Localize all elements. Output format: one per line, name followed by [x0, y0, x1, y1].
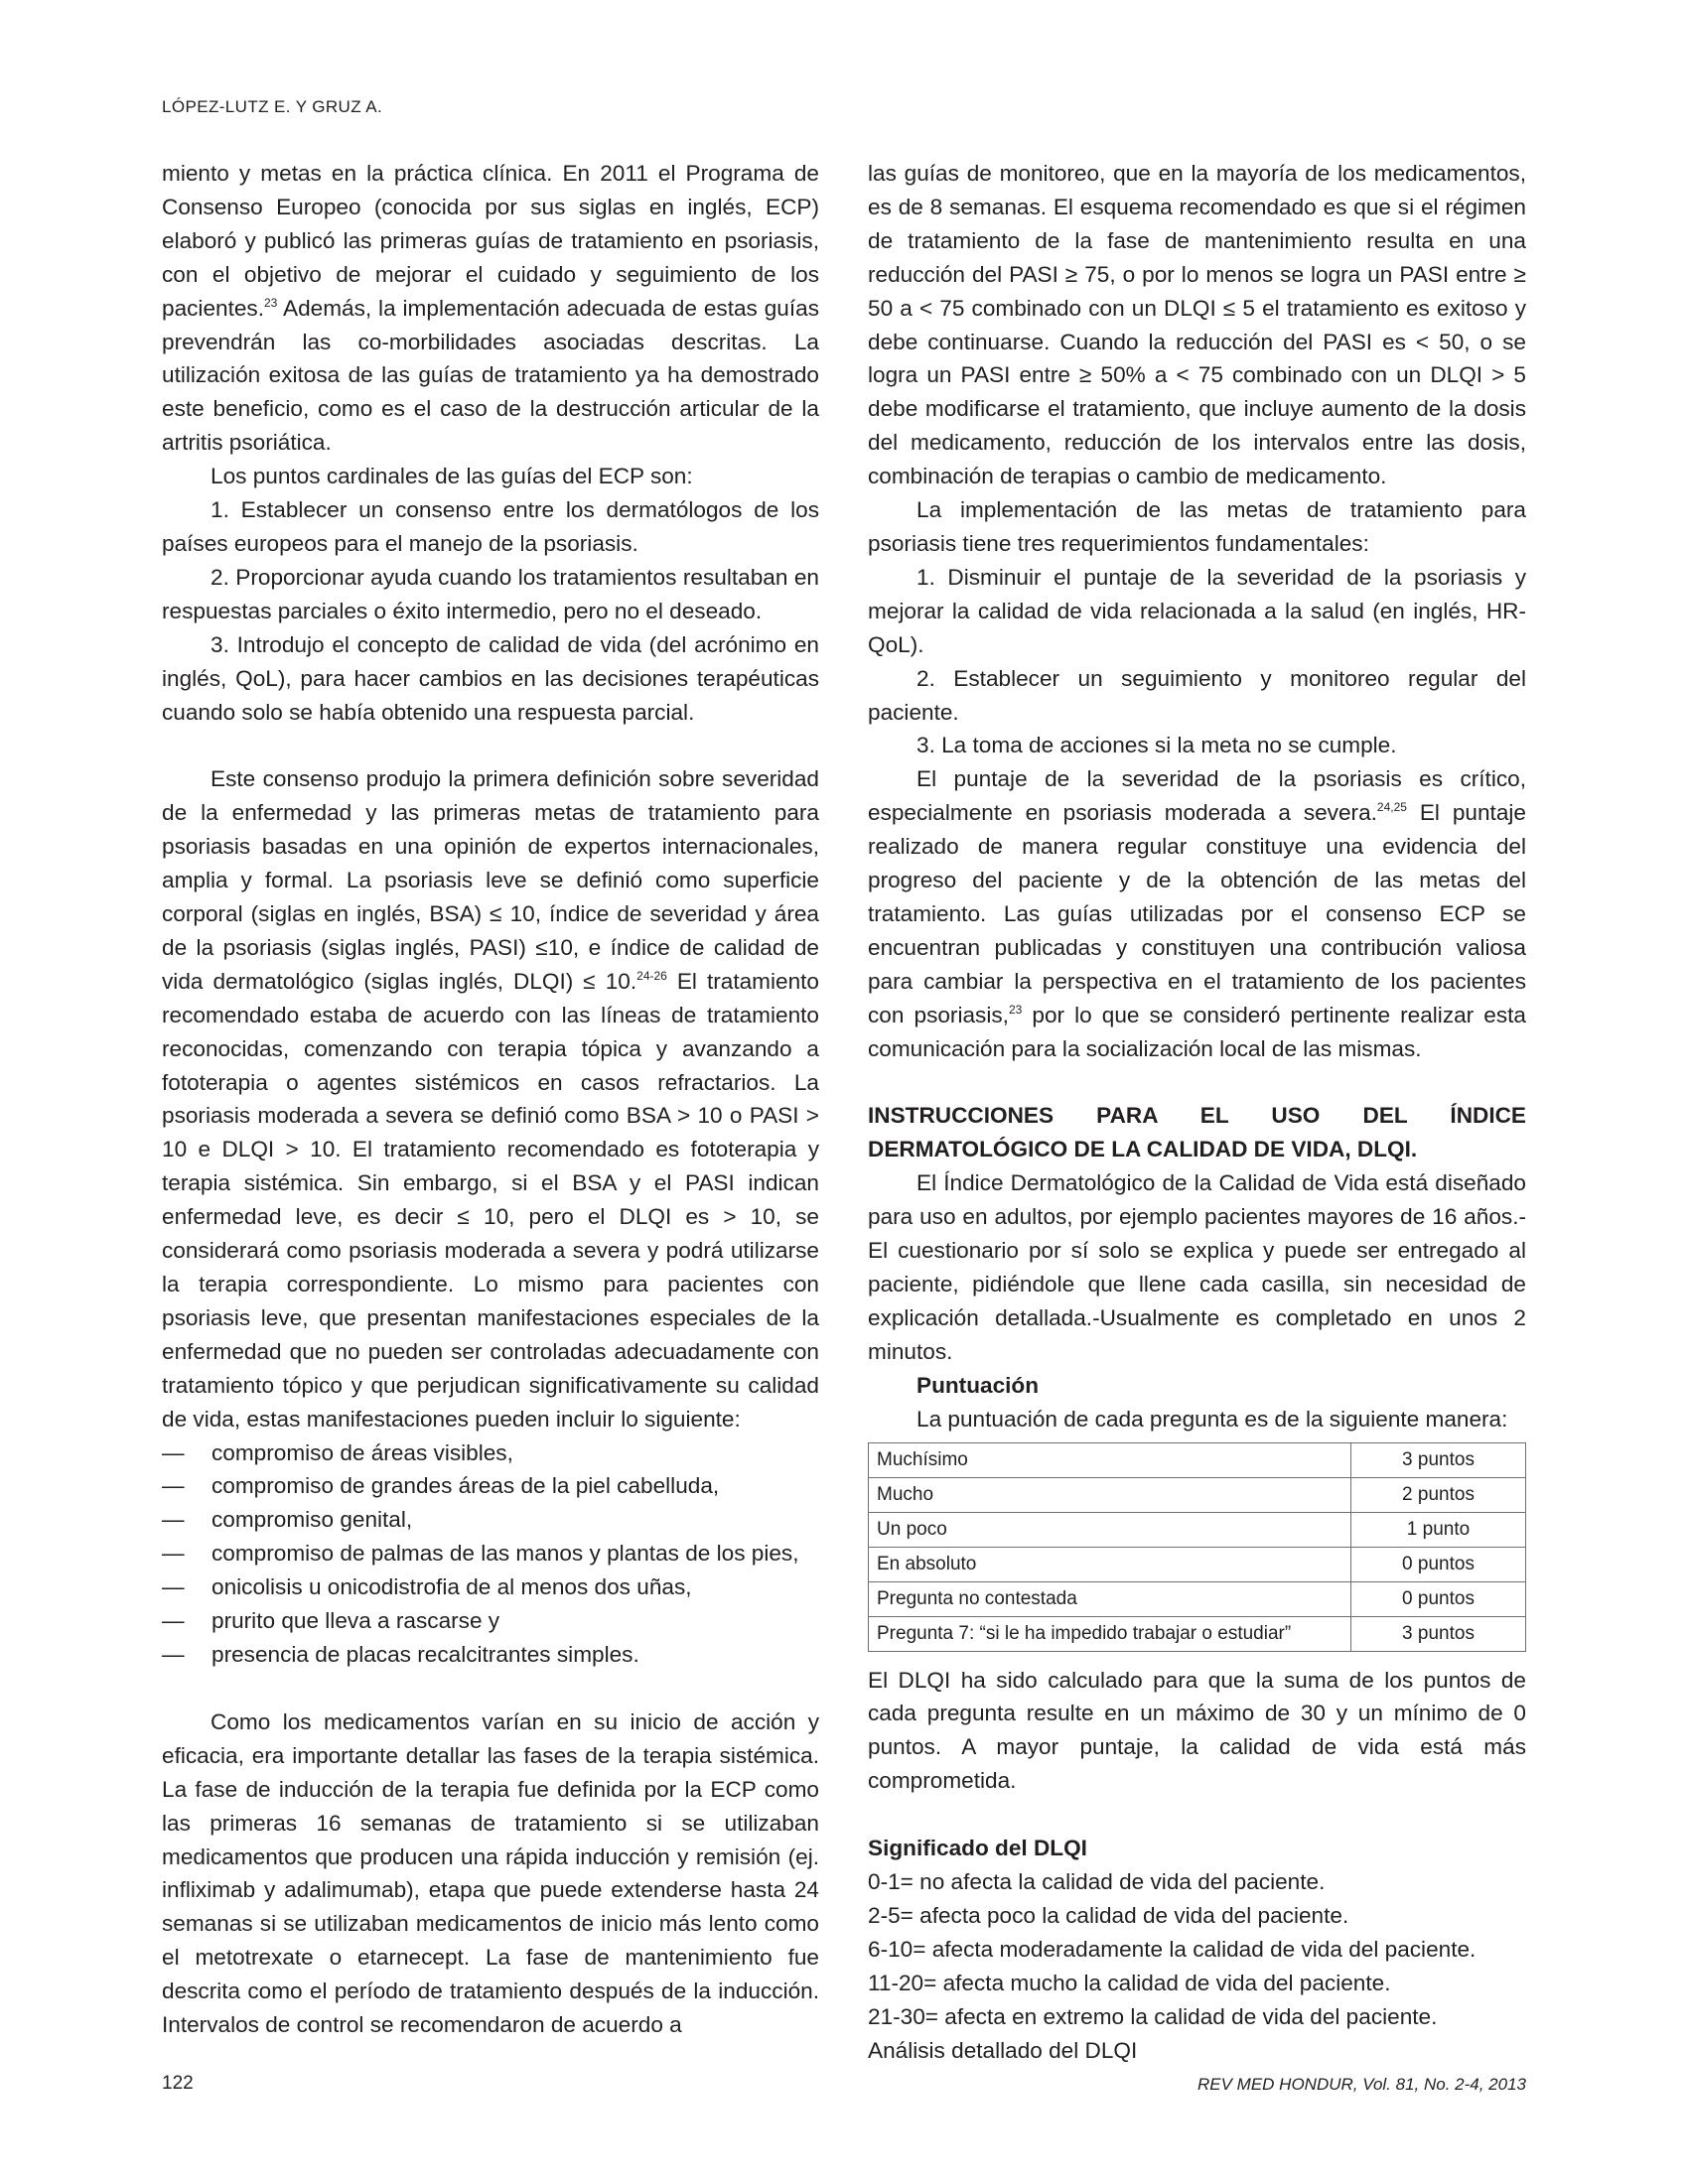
list-item: [162, 1537, 819, 1570]
paragraph: Como los medicamentos varían en su inicio de acción y eficacia, era importante detallar las fases de la terapia sistémica. La fase de inducción de la terapia fue definida por la ECP como las primeras 16 semanas de tratamiento si se utilizaban medicamentos que producen una rápida inducción y remisión (ej. infliximab y adalimumab), etapa que puede extenderse hasta 24 semanas si se utilizaban medicamentos de inicio más lento como el metotrexate o etarnecept. La fase de mantenimiento fue descrita como el período de tratamiento después de la inducción. Intervalos de control se recomendaron de acuerdo a: [162, 1708, 819, 2038]
list-item: [162, 1469, 819, 1503]
dash: —: [162, 1439, 185, 1465]
points-cell: 3 puntos: [1351, 1442, 1526, 1477]
list-item: [162, 1570, 819, 1604]
dlqi-meaning: [868, 1832, 1526, 2067]
answer-cell: En absoluto: [869, 1547, 1351, 1581]
dash: —: [162, 1641, 185, 1667]
spacer: [162, 729, 819, 762]
list-item-text: prurito que lleva a rascarse y: [211, 1608, 500, 1634]
journal-citation: REV MED HONDUR, Vol. 81, No. 2-4, 2013: [1197, 2075, 1526, 2094]
dash: —: [162, 1473, 185, 1499]
table-row: [869, 1512, 1526, 1547]
reference: 23: [1008, 1002, 1023, 1017]
answer-cell: Muchísimo: [869, 1442, 1351, 1477]
list-item: [162, 1604, 819, 1638]
text: Este consenso produjo la primera definición sobre severidad de la enfermedad y las primeras metas de tratamiento para psoriasis basadas en una opinión de expertos internacionales, amplia y formal. La psoriasis leve se definió como superficie corporal (siglas en inglés, BSA) ≤ 10, índice de severidad y área de la psoriasis (siglas inglés, PASI) ≤10, e índice de calidad de vida dermatológico (siglas inglés, DLQI) ≤ 10.: [162, 766, 819, 994]
paragraph: 3. Introdujo el concepto de calidad de vida (del acrónimo en inglés, QoL), para hacer cambios en las decisiones terapéuticas cuando solo se había obtenido una respuesta parcial.: [162, 631, 819, 725]
meaning-line: 21-30= afecta en extremo la calidad de vida del paciente.: [868, 2003, 1438, 2029]
reference: 23: [264, 295, 278, 310]
paragraph: 2. Proporcionar ayuda cuando los tratamientos resultaban en respuestas parciales o éxito intermedio, pero no el deseado.: [162, 564, 819, 623]
spacer: [868, 1065, 1526, 1099]
answer-cell: Mucho: [869, 1477, 1351, 1512]
paragraph: [162, 157, 819, 460]
dash: —: [162, 1507, 185, 1533]
reference: 24,25: [1376, 800, 1407, 815]
paragraph: 2. Establecer un seguimiento y monitoreo regular del paciente.: [868, 665, 1526, 725]
paragraph: 3. La toma de acciones si la meta no se cumple.: [916, 733, 1397, 758]
text: por lo que se consideró pertinente realizar esta comunicación para la socialización local de las mismas.: [868, 1002, 1526, 1061]
paragraph: [162, 762, 819, 1435]
table-row: [869, 1581, 1526, 1616]
list-item-text: compromiso de áreas visibles,: [211, 1439, 513, 1465]
paragraph: [868, 762, 1526, 1065]
points-cell: 3 puntos: [1351, 1616, 1526, 1651]
text: El tratamiento recomendado estaba de acuerdo con las líneas de tratamiento reconocidas, comenzando con terapia tópica y avanzando a fototerapia o agentes sistémicos en casos refractarios. La psoriasis moderada a severa se definió como BSA > 10 o PASI > 10 e DLQI > 10. El tratamiento recomendado es fototerapia y terapia sistémica. Sin embargo, si el BSA y el PASI indican enfermedad leve, es decir ≤ 10, pero el DLQI es > 10, se considerará como psoriasis moderada a severa y podrá utilizarse la terapia correspondiente. Lo mismo para pacientes con psoriasis leve, que presentan manifestaciones especiales de la enfermedad que no pueden ser controladas adecuadamente con tratamiento tópico y que perjudican significativamente su calidad de vida, estas manifestaciones pueden incluir lo siguiente:: [162, 968, 819, 1432]
list-item-text: compromiso genital,: [211, 1507, 413, 1533]
list-item: [162, 1503, 819, 1537]
table-row: [869, 1547, 1526, 1581]
paragraph: las guías de monitoreo, que en la mayoría de los medicamentos, es de 8 semanas. El esquema recomendado es que si el régimen de tratamiento de la fase de mantenimiento resulta en una reducción del PASI ≥ 75, o por lo menos se logra un PASI entre ≥ 50 a < 75 combinado con un DLQI ≤ 5 el tratamiento es exitoso y debe continuarse. Cuando la reducción del PASI es < 50, o se logra un PASI entre ≥ 50% a < 75 combinado con un DLQI > 5 debe modificarse el tratamiento, que incluye aumento de la dosis del medicamento, reducción de los intervalos entre las dosis, combinación de terapias o cambio de medicamento.: [868, 161, 1526, 489]
paragraph: 1. Establecer un consenso entre los dermatólogos de los países europeos para el manejo de la psoriasis.: [162, 497, 819, 556]
paragraph: La puntuación de cada pregunta es de la siguiente manera:: [916, 1406, 1508, 1432]
answer-cell: Un poco: [869, 1512, 1351, 1547]
text: El puntaje realizado de manera regular constituye una evidencia del progreso del paciente y de la obtención de las metas del tratamiento. Las guías utilizadas por el consenso ECP se encuentran publicadas y constituyen una contribución valiosa para cambiar la perspectiva en el tratamiento de los pacientes con psoriasis,: [868, 800, 1526, 1027]
score-table: [868, 1442, 1526, 1652]
spacer: [162, 1672, 819, 1706]
paragraph: El DLQI ha sido calculado para que la suma de los puntos de cada pregunta resulte en un máximo de 30 y un mínimo de 0 puntos. A mayor puntaje, la calidad de vida está más comprometida.: [868, 1667, 1526, 1794]
subheading: Puntuación: [916, 1372, 1040, 1398]
table-row: [869, 1442, 1526, 1477]
right-column: [868, 157, 1526, 2068]
points-cell: 0 puntos: [1351, 1581, 1526, 1616]
text: El puntaje de la severidad de la psoriasis es crítico, especialmente en psoriasis moderada a severa.: [868, 766, 1526, 826]
meaning-title: Significado del DLQI: [868, 1836, 1087, 1861]
page-number: 122: [162, 2073, 194, 2094]
list-item: [162, 1436, 819, 1470]
dash: —: [162, 1574, 185, 1600]
section-heading: INSTRUCCIONES PARA EL USO DEL ÍNDICE DERMATOLÓGICO DE LA CALIDAD DE VIDA, DLQI.: [868, 1103, 1526, 1162]
meaning-line: Análisis detallado del DLQI: [868, 2037, 1138, 2063]
paragraph: La implementación de las metas de tratamiento para psoriasis tiene tres requerimientos fundamentales:: [868, 497, 1526, 556]
list-item-text: compromiso de palmas de las manos y plantas de los pies,: [211, 1541, 799, 1567]
points-cell: 0 puntos: [1351, 1547, 1526, 1581]
paragraph: Los puntos cardinales de las guías del ECP son:: [211, 464, 693, 489]
meaning-line: 2-5= afecta poco la calidad de vida del paciente.: [868, 1902, 1349, 1928]
dash: —: [162, 1608, 185, 1634]
table-row: [869, 1616, 1526, 1651]
table-row: [869, 1477, 1526, 1512]
meaning-line: 6-10= afecta moderadamente la calidad de vida del paciente.: [868, 1936, 1477, 1962]
points-cell: 1 punto: [1351, 1512, 1526, 1547]
text: miento y metas en la práctica clínica. En 2011 el Programa de Consenso Europeo (conocida por sus siglas en inglés, ECP) elaboró y publicó las primeras guías de tratamiento en psoriasis, con el objetivo de mejorar el cuidado y seguimiento de los pacientes.: [162, 161, 819, 321]
answer-cell: Pregunta no contestada: [869, 1581, 1351, 1616]
meaning-line: 11-20= afecta mucho la calidad de vida del paciente.: [868, 1970, 1391, 1995]
paragraph: 1. Disminuir el puntaje de la severidad de la psoriasis y mejorar la calidad de vida relacionada a la salud (en inglés, HR-QoL).: [868, 564, 1526, 657]
list-item-text: onicolisis u onicodistrofia de al menos dos uñas,: [211, 1574, 692, 1600]
paragraph: El Índice Dermatológico de la Calidad de Vida está diseñado para uso en adultos, por ejemplo pacientes mayores de 16 años.- El cuestionario por sí solo se explica y puede ser entregado al paciente, pidiéndole que llene cada casilla, sin necesidad de explicación detallada.-Usualmente es completado en unos 2 minutos.: [868, 1170, 1526, 1364]
running-head: LÓPEZ-LUTZ E. Y GRUZ A.: [162, 97, 383, 116]
left-column: [162, 157, 819, 2042]
spacer: [868, 1798, 1526, 1832]
text: Además, la implementación adecuada de estas guías prevendrán las co-morbilidades asociadas descritas. La utilización exitosa de las guías de tratamiento ya ha demostrado este beneficio, como es el caso de la destrucción articular de la artritis psoriática.: [162, 295, 819, 456]
list-item-text: compromiso de grandes áreas de la piel cabelluda,: [211, 1473, 720, 1499]
points-cell: 2 puntos: [1351, 1477, 1526, 1512]
dash: —: [162, 1541, 185, 1567]
reference: 24-26: [636, 968, 667, 983]
manifestations-list: [162, 1436, 819, 1672]
meaning-line: 0-1= no afecta la calidad de vida del paciente.: [868, 1869, 1326, 1895]
answer-cell: Pregunta 7: “si le ha impedido trabajar o estudiar”: [869, 1616, 1351, 1651]
list-item: [162, 1638, 819, 1672]
list-item-text: presencia de placas recalcitrantes simples.: [211, 1641, 639, 1667]
